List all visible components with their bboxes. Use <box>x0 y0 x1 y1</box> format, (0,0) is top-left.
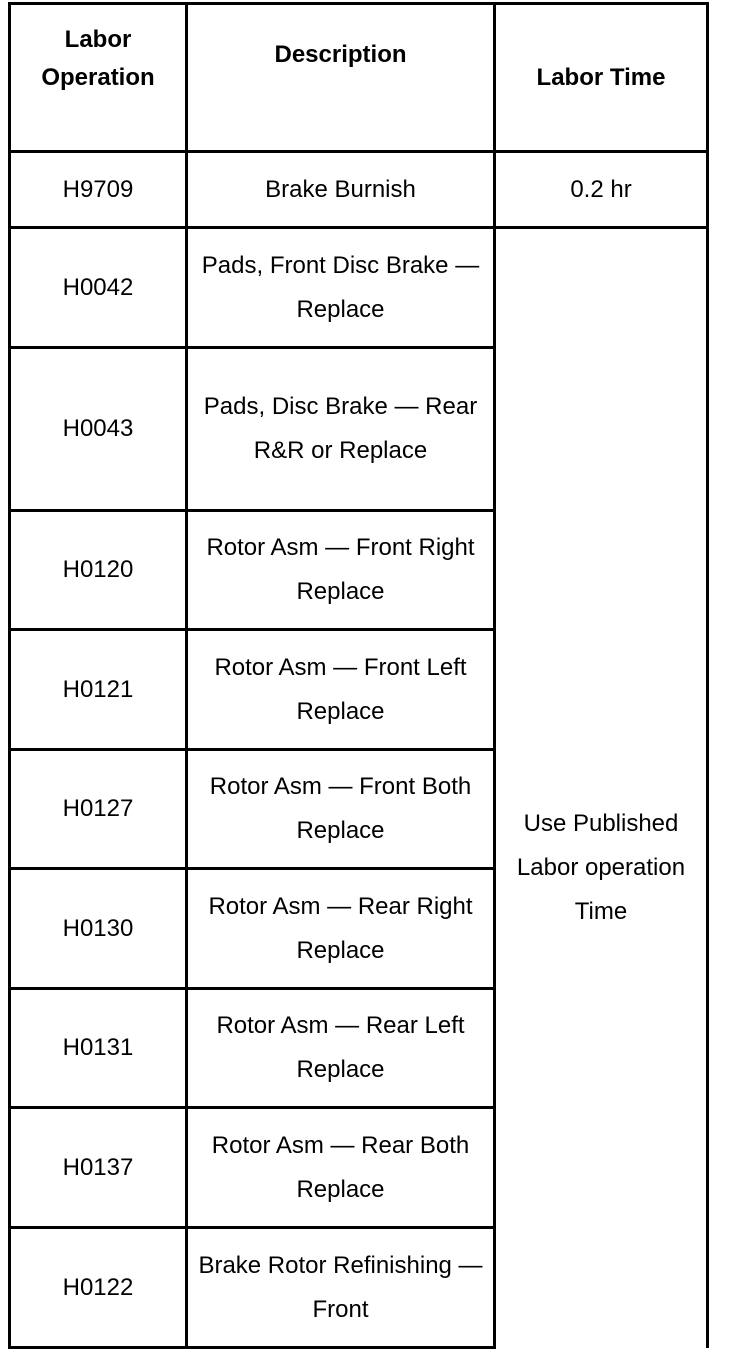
header-labor-time: Labor Time <box>495 4 708 152</box>
operation-code-cell: H0043 <box>10 348 187 511</box>
labor-operations-table <box>8 2 709 1349</box>
operation-code-cell: H0042 <box>10 228 187 348</box>
description-cell: Brake Rotor Refinishing — Front <box>187 1228 495 1348</box>
operation-code-cell: H0122 <box>10 1228 187 1348</box>
description-cell: Rotor Asm — Front Left Replace <box>187 630 495 750</box>
description-cell: Rotor Asm — Rear Both Replace <box>187 1108 495 1228</box>
description-cell: Pads, Disc Brake — Rear R&R or Replace <box>187 348 495 511</box>
table-row <box>10 152 708 228</box>
table-header-row <box>10 4 708 152</box>
merged-labor-time-cell: Use Published Labor operation Time <box>495 228 708 1348</box>
header-description: Description <box>187 4 495 152</box>
operation-code-cell: H0120 <box>10 511 187 630</box>
description-cell: Rotor Asm — Front Both Replace <box>187 750 495 869</box>
operation-code-cell: H0121 <box>10 630 187 750</box>
description-cell: Rotor Asm — Rear Left Replace <box>187 989 495 1108</box>
operation-code-cell: H0137 <box>10 1108 187 1228</box>
table-row <box>10 228 708 348</box>
operation-code-cell: H0127 <box>10 750 187 869</box>
description-cell: Pads, Front Disc Brake — Replace <box>187 228 495 348</box>
description-cell: Brake Burnish <box>187 152 495 228</box>
operation-code-cell: H0131 <box>10 989 187 1108</box>
description-cell: Rotor Asm — Front Right Replace <box>187 511 495 630</box>
header-labor-operation: Labor Operation <box>10 4 187 152</box>
description-cell: Rotor Asm — Rear Right Replace <box>187 869 495 989</box>
operation-code-cell: H0130 <box>10 869 187 989</box>
operation-code-cell: H9709 <box>10 152 187 228</box>
labor-time-cell: 0.2 hr <box>495 152 708 228</box>
